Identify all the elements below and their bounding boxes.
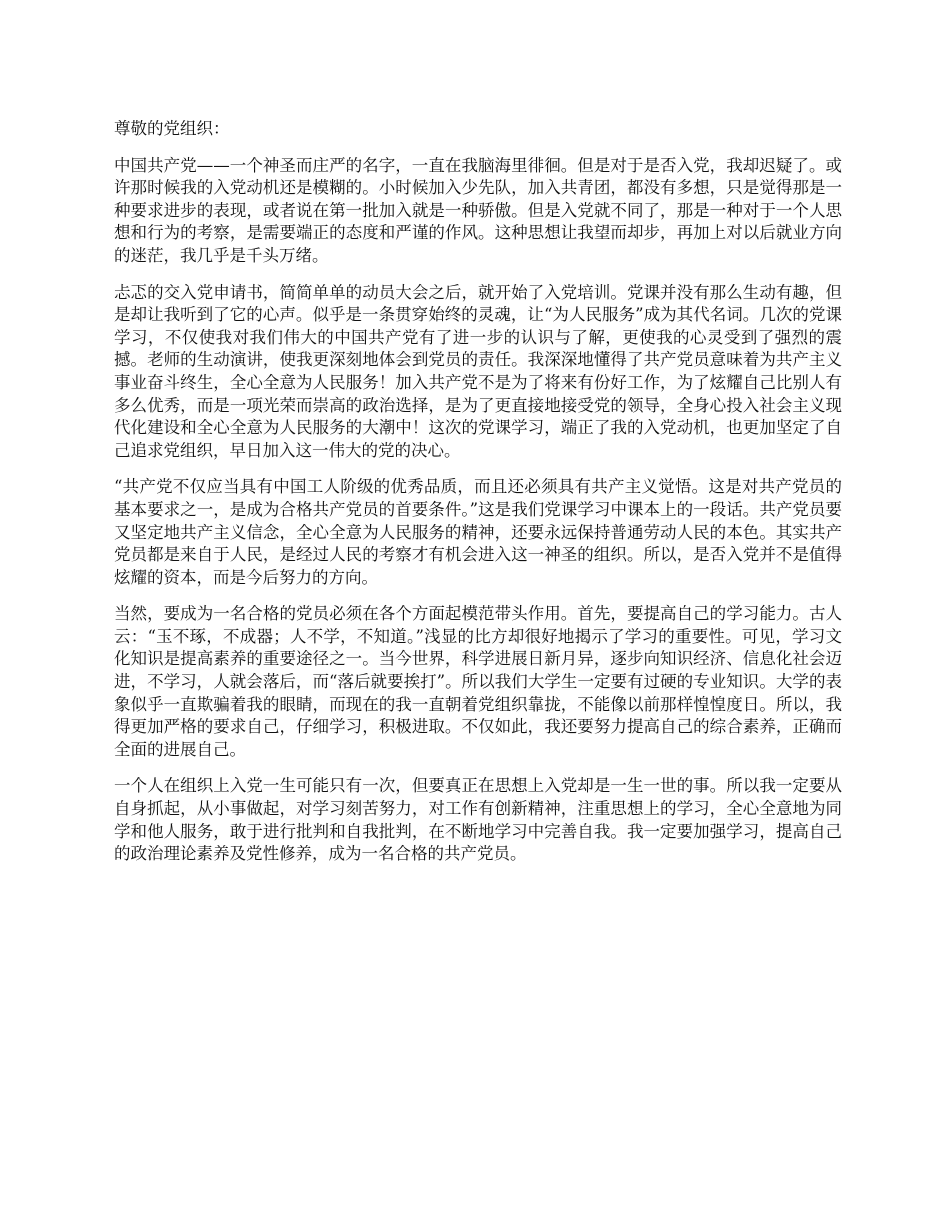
paragraph-1: 中国共产党——一个神圣而庄严的名字，一直在我脑海里徘徊。但是对于是否入党，我却迟疑了。或许那时候我的入党动机还是模糊的。小时候加入少先队，加入共青团，都没有多想，只是觉得那是一种要求进步的表现，或者说在第一批加入就是一种骄傲。但是入党就不同了，那是一种对于一个人思想和行为的考察，是需要端正的态度和严谨的作风。这种思想让我望而却步，再加上对以后就业方向的迷茫，我几乎是千头万绪。 — [114, 155, 842, 265]
paragraph-4: 当然，要成为一名合格的党员必须在各个方面起模范带头作用。首先，要提高自己的学习能力。古人云：“玉不琢，不成器；人不学，不知道。”浅显的比方却很好地揭示了学习的重要性。可见，学习文化知识是提高素养的重要途径之一。当今世界，科学进展日新月异，逐步向知识经济、信息化社会迈进，不学习，人就会落后，而“落后就要挨打”。所以我们大学生一定要有过硬的专业知识。大学的表象似乎一直欺骗着我的眼睛，而现在的我一直朝着党组织靠拢，不能像以前那样惶惶度日。所以，我得更加严格的要求自己，仔细学习，积极进取。不仅如此，我还要努力提高自己的综合素养，正确而全面的进展自己。 — [114, 604, 842, 759]
salutation: 尊敬的党组织： — [114, 119, 230, 138]
paragraph-2: 忐忑的交入党申请书，简简单单的动员大会之后，就开始了入党培训。党课并没有那么生动有趣，但是却让我听到了它的心声。似乎是一条贯穿始终的灵魂，让“为人民服务”成为其代名词。几次的党课学习，不仅使我对我们伟大的中国共产党有了进一步的认识与了解，更使我的心灵受到了强烈的震撼。老师的生动演讲，使我更深刻地体会到党员的责任。我深深地懂得了共产党员意味着为共产主义事业奋斗终生，全心全意为人民服务！加入共产党不是为了将来有份好工作，为了炫耀自己比别人有多么优秀，而是一项光荣而崇高的政治选择，是为了更直接地接受党的领导，全身心投入社会主义现代化建设和全心全意为人民服务的大潮中！这次的党课学习，端正了我的入党动机，也更加坚定了自己追求党组织，早日加入这一伟大的党的决心。 — [114, 282, 842, 460]
letter-body — [114, 118, 842, 880]
paragraph-5: 一个人在组织上入党一生可能只有一次，但要真正在思想上入党却是一生一世的事。所以我一定要从自身抓起，从小事做起，对学习刻苦努力，对工作有创新精神，注重思想上的学习，全心全意地为同学和他人服务，敢于进行批判和自我批判，在不断地学习中完善自我。我一定要加强学习，提高自己的政治理论素养及党性修养，成为一名合格的共产党员。 — [114, 776, 842, 864]
paragraph-3: “共产党不仅应当具有中国工人阶级的优秀品质，而且还必须具有共产主义觉悟。这是对共产党员的基本要求之一，是成为合格共产党员的首要条件。”这是我们党课学习中课本上的一段话。共产党员要又坚定地共产主义信念，全心全意为人民服务的精神，还要永远保持普通劳动人民的本色。其实共产党员都是来自于人民，是经过人民的考察才有机会进入这一神圣的组织。所以，是否入党并不是值得炫耀的资本，而是今后努力的方向。 — [114, 477, 842, 587]
